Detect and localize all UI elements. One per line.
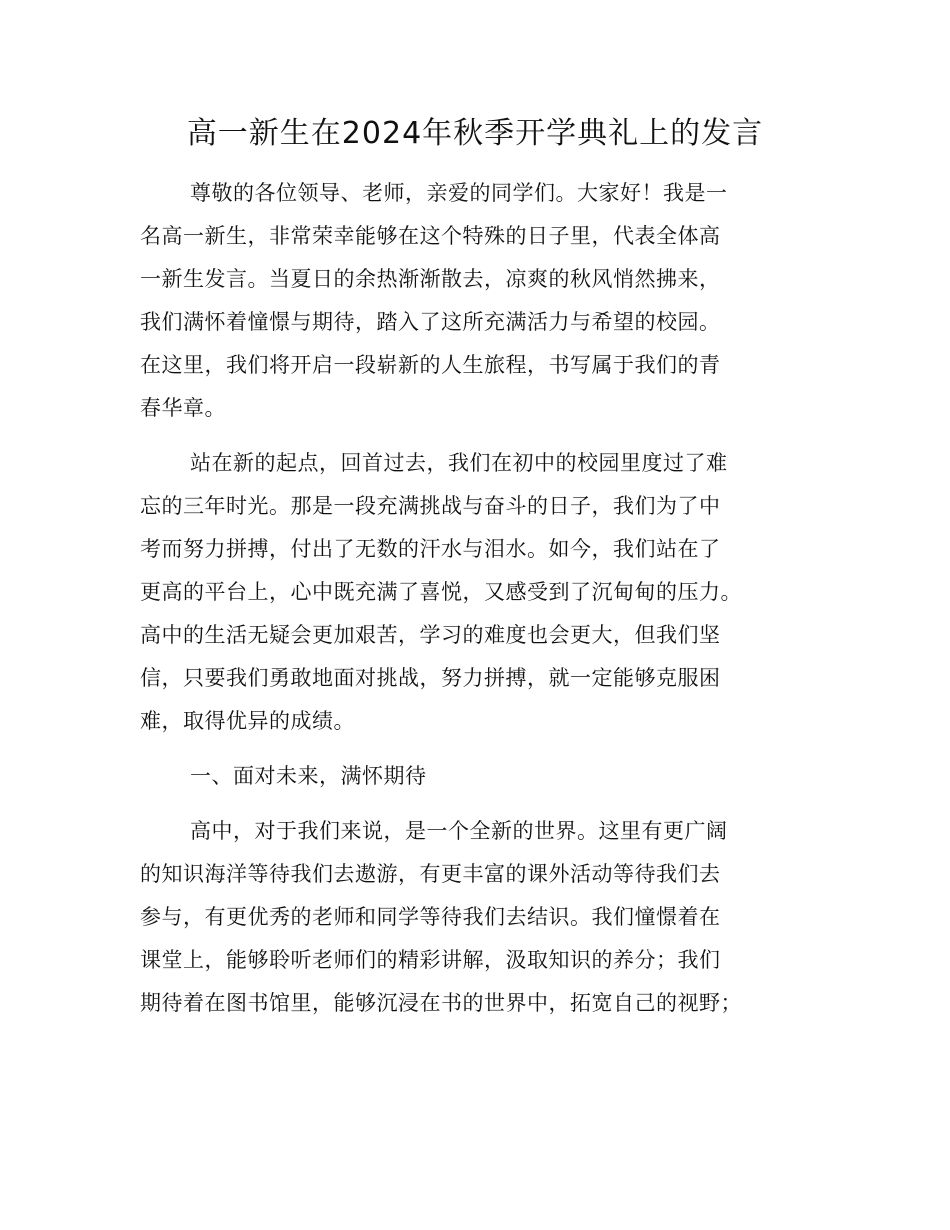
paragraph-line: 更高的平台上，心中既充满了喜悦，又感受到了沉甸甸的压力。 (140, 580, 742, 604)
paragraph-line: 信，只要我们勇敢地面对挑战，努力拼搏，就一定能够克服困 (140, 666, 721, 690)
paragraph-line: 尊敬的各位领导、老师，亲爱的同学们。大家好！我是一 (190, 181, 728, 205)
document-title: 高一新生在2024年秋季开学典礼上的发言 (186, 116, 764, 151)
paragraph-greeting (140, 172, 820, 430)
paragraph-line: 在这里，我们将开启一段崭新的人生旅程，书写属于我们的青 (140, 353, 721, 377)
paragraph-line: 的知识海洋等待我们去遨游，有更丰富的课外活动等待我们去 (140, 862, 721, 886)
paragraph-line: 我们满怀着憧憬与期待，踏入了这所充满活力与希望的校园。 (140, 310, 721, 334)
section-heading (140, 755, 820, 798)
paragraph-line: 期待着在图书馆里，能够沉浸在书的世界中，拓宽自己的视野； (140, 991, 742, 1015)
paragraph-line: 难，取得优异的成绩。 (140, 709, 355, 733)
paragraph-line: 课堂上，能够聆听老师们的精彩讲解，汲取知识的养分；我们 (140, 948, 721, 972)
paragraph-line: 考而努力拼搏，付出了无数的汗水与泪水。如今，我们站在了 (140, 537, 721, 561)
paragraph-line: 一新生发言。当夏日的余热渐渐散去，凉爽的秋风悄然拂来， (140, 267, 721, 291)
paragraph-reflection (140, 442, 820, 743)
paragraph-line: 忘的三年时光。那是一段充满挑战与奋斗的日子，我们为了中 (140, 494, 721, 518)
document-body (140, 172, 820, 1037)
paragraph-expectations (140, 810, 820, 1025)
paragraph-line: 高中，对于我们来说，是一个全新的世界。这里有更广阔 (190, 819, 728, 843)
paragraph-line: 高中的生活无疑会更加艰苦，学习的难度也会更大，但我们坚 (140, 623, 721, 647)
paragraph-line: 名高一新生，非常荣幸能够在这个特殊的日子里，代表全体高 (140, 224, 721, 248)
section-heading-text: 一、面对未来，满怀期待 (190, 764, 427, 788)
paragraph-line: 春华章。 (140, 396, 226, 420)
paragraph-line: 参与，有更优秀的老师和同学等待我们去结识。我们憧憬着在 (140, 905, 721, 929)
paragraph-line: 站在新的起点，回首过去，我们在初中的校园里度过了难 (190, 451, 728, 475)
